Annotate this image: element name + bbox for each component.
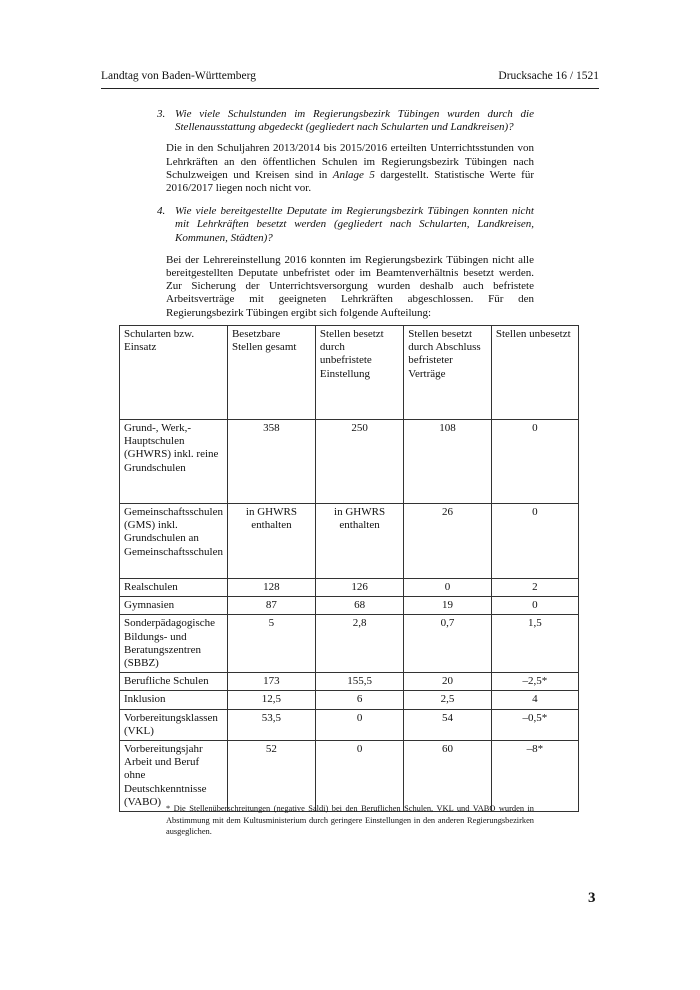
table-footnote: * Die Stellenüberschreitungen (negative Saldi) bei den Beruflichen Schulen, VKL und VABO wurden in Abstimmung mit dem Kultusministerium durch geringere Einstellungen in den anderen Regierungsbezirken ausgeglichen.	[166, 804, 534, 836]
table-cell: 0,7	[404, 615, 492, 673]
table-cell: 6	[315, 691, 403, 709]
table-header-cell: Stellen besetzt durch Abschluss befristeter Verträge	[404, 326, 492, 420]
table-cell: 20	[404, 673, 492, 691]
table-cell: Grund-, Werk,-Hauptschulen (GHWRS) inkl. reine Grundschulen	[120, 420, 228, 504]
table-cell: 1,5	[491, 615, 578, 673]
table-cell: Realschulen	[120, 579, 228, 597]
table-cell: –0,5*	[491, 709, 578, 740]
table-cell: 0	[491, 420, 578, 504]
table-header-row	[120, 326, 579, 420]
table-cell: 108	[404, 420, 492, 504]
staffing-table	[119, 325, 579, 812]
table-cell: 26	[404, 504, 492, 579]
document-body	[157, 108, 534, 327]
page-header	[101, 70, 599, 88]
table-cell: 60	[404, 741, 492, 812]
table-cell: 54	[404, 709, 492, 740]
table-row	[120, 579, 579, 597]
table-row	[120, 691, 579, 709]
table-cell: 2,5	[404, 691, 492, 709]
table-cell: Vorbereitungsklassen (VKL)	[120, 709, 228, 740]
table-cell: Inklusion	[120, 691, 228, 709]
table-cell: 12,5	[227, 691, 315, 709]
question-3: 3. Wie viele Schulstunden im Regierungsbezirk Tübingen wurden durch die Stellenausstattung abgedeckt (gegliedert nach Schularten und Landkreisen)?	[157, 108, 534, 134]
answer-3: Die in den Schuljahren 2013/2014 bis 2015/2016 erteilten Unterrichtsstunden von Lehrkräften an den öffentlichen Schulen im Regierungsbezirk Tübingen nach Schulzweigen und Kreisen sind in Anlage 5 dargestellt. Statistische Werte für 2016/2017 liegen noch nicht vor.	[166, 142, 534, 195]
table-cell: 128	[227, 579, 315, 597]
answer-4: Bei der Lehrereinstellung 2016 konnten im Regierungsbezirk Tübingen nicht alle bereitgestellten Deputate unbefristet oder im Beamtenverhältnis besetzt werden. Zur Sicherung der Unterrichtsversorgung wurden deshalb auch befristete Arbeitsverträge mit geeigneten Lehrkräften abgeschlossen. Für den Regierungsbezirk Tübingen ergibt sich folgende Aufteilung:	[166, 253, 534, 319]
page-number: 3	[588, 890, 596, 906]
table-cell: 52	[227, 741, 315, 812]
table-cell: Sonderpädagogische Bildungs- und Beratungszentren (SBBZ)	[120, 615, 228, 673]
table-cell: 2	[491, 579, 578, 597]
table-cell: 2,8	[315, 615, 403, 673]
header-right: Drucksache 16 / 1521	[498, 70, 599, 82]
table-cell: 0	[404, 579, 492, 597]
table-cell: 19	[404, 597, 492, 615]
table-header-cell: Schularten bzw. Einsatz	[120, 326, 228, 420]
table-header-cell: Besetzbare Stellen gesamt	[227, 326, 315, 420]
table-cell: 5	[227, 615, 315, 673]
header-rule	[101, 88, 599, 89]
table-cell: in GHWRS enthalten	[315, 504, 403, 579]
table-cell: 0	[491, 597, 578, 615]
table-row	[120, 420, 579, 504]
table-header-cell: Stellen besetzt durch unbefristete Einstellung	[315, 326, 403, 420]
table-cell: 155,5	[315, 673, 403, 691]
table-cell: 68	[315, 597, 403, 615]
table-cell: 0	[315, 741, 403, 812]
table-row	[120, 615, 579, 673]
table-row	[120, 673, 579, 691]
table-cell: 0	[491, 504, 578, 579]
table-cell: Berufliche Schulen	[120, 673, 228, 691]
table-cell: –2,5*	[491, 673, 578, 691]
table-cell: 0	[315, 709, 403, 740]
table-cell: 87	[227, 597, 315, 615]
table-row	[120, 741, 579, 812]
table-cell: 173	[227, 673, 315, 691]
table-cell: 358	[227, 420, 315, 504]
table-cell: in GHWRS enthalten	[227, 504, 315, 579]
table-cell: 53,5	[227, 709, 315, 740]
table-cell: Vorbereitungsjahr Arbeit und Beruf ohne Deutschkenntnisse (VABO)	[120, 741, 228, 812]
table-row	[120, 597, 579, 615]
table-row	[120, 504, 579, 579]
table-header-cell: Stellen unbesetzt	[491, 326, 578, 420]
table-row	[120, 709, 579, 740]
table-cell: 250	[315, 420, 403, 504]
table-cell: Gemeinschaftsschulen (GMS) inkl. Grundschulen an Gemeinschaftsschulen	[120, 504, 228, 579]
table-cell: Gymnasien	[120, 597, 228, 615]
header-left: Landtag von Baden-Württemberg	[101, 70, 256, 82]
table-cell: 4	[491, 691, 578, 709]
table-cell: 126	[315, 579, 403, 597]
question-4: 4. Wie viele bereitgestellte Deputate im Regierungsbezirk Tübingen konnten nicht mit Lehrkräften besetzt werden (gegliedert nach Schularten, Landkreisen, Kommunen, Städten)?	[157, 205, 534, 244]
table-cell: –8*	[491, 741, 578, 812]
